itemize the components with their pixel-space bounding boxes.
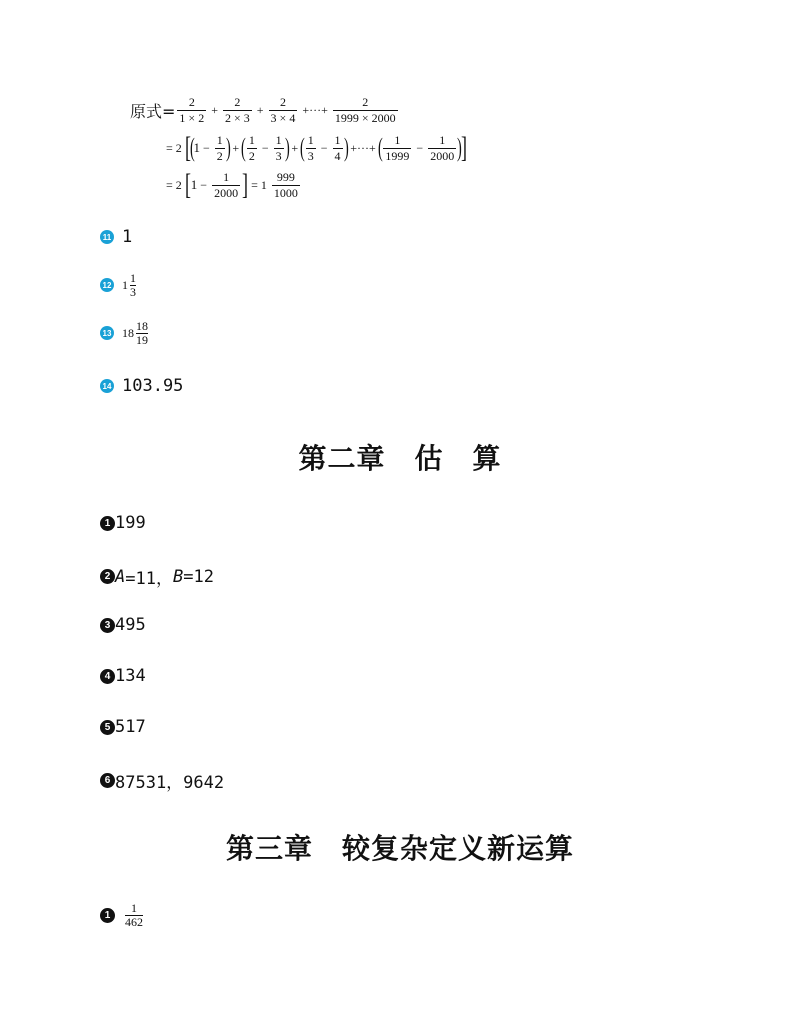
list-item bbox=[100, 902, 143, 928]
answer-value: =11， bbox=[125, 569, 173, 589]
number-badge: 11 bbox=[100, 230, 114, 244]
answer-fraction: 18 19 bbox=[136, 319, 148, 347]
answer-whole: 18 bbox=[122, 325, 134, 340]
list-item bbox=[100, 666, 146, 686]
number-badge: 14 bbox=[100, 379, 114, 393]
number-badge: 13 bbox=[100, 326, 114, 340]
math-line-2: = 2 [ ( 1 − $\frac{1}{2}$ ) + ( $\frac{1}{2}$ − $\frac{1}{3}$ ) + ( $\frac{1}{3}$ − $\frac{1}{4}$ ) +···+ ( $\frac{1}{1999}$ − $\frac{1}{2000}$ ) ] bbox=[166, 131, 467, 164]
list-item bbox=[100, 272, 136, 298]
fraction: $\frac{2}{3 \times 4}$ bbox=[270, 95, 296, 125]
number-badge: 1 bbox=[100, 908, 115, 923]
list-item bbox=[100, 768, 224, 793]
answer-whole: 1 bbox=[122, 277, 128, 292]
number-badge: 12 bbox=[100, 278, 114, 292]
number-badge: 4 bbox=[100, 669, 115, 684]
list-item bbox=[100, 227, 132, 247]
number-badge: 3 bbox=[100, 618, 115, 633]
list-item bbox=[100, 615, 146, 635]
list-item bbox=[100, 376, 183, 396]
answer-value: 103.95 bbox=[122, 376, 184, 396]
answer-value: 495 bbox=[115, 615, 146, 635]
chapter-title: 第三章 较复杂定义新运算 bbox=[225, 832, 574, 865]
answer-fraction: 1 3 bbox=[130, 271, 136, 299]
variable-b: B bbox=[172, 566, 184, 587]
answer-value: =12 bbox=[183, 566, 214, 587]
answer-value: 517 bbox=[115, 717, 146, 737]
list-item bbox=[100, 320, 148, 346]
answer-value: 199 bbox=[115, 513, 146, 533]
fraction: $\frac{2}{2 \times 3}$ bbox=[224, 95, 250, 125]
list-item bbox=[100, 564, 214, 589]
answer-value: 134 bbox=[115, 666, 146, 686]
answer-value: 87531，9642 bbox=[115, 773, 225, 793]
fraction: $\frac{2}{1999 \times 2000}$ bbox=[334, 95, 396, 125]
list-item bbox=[100, 717, 146, 737]
answer-value: 1 bbox=[122, 227, 133, 247]
number-badge: 6 bbox=[100, 773, 115, 788]
list-item bbox=[100, 513, 146, 533]
math-line-3: = 2 [ 1 − $\frac{1}{2000}$ ] = 1 $\frac{999}{1000}$ bbox=[166, 168, 298, 201]
math-line-1: 原式= $\frac{2}{1 \times 2}$ + $\frac{2}{2 \times 3}$ + $\frac{2}{3 \times 4}$ +···+ $\frac{2}{1999 \times 2000}$ bbox=[130, 95, 396, 125]
chapter-title: 第二章 估 算 bbox=[298, 442, 502, 475]
number-badge: 2 bbox=[100, 569, 115, 584]
number-badge: 5 bbox=[100, 720, 115, 735]
answer-fraction: 1 462 bbox=[125, 901, 143, 929]
fraction: $\frac{2}{1 \times 2}$ bbox=[179, 95, 205, 125]
number-badge: 1 bbox=[100, 516, 115, 531]
variable-a: A bbox=[115, 566, 126, 587]
math-prefix: 原式= bbox=[130, 101, 176, 121]
